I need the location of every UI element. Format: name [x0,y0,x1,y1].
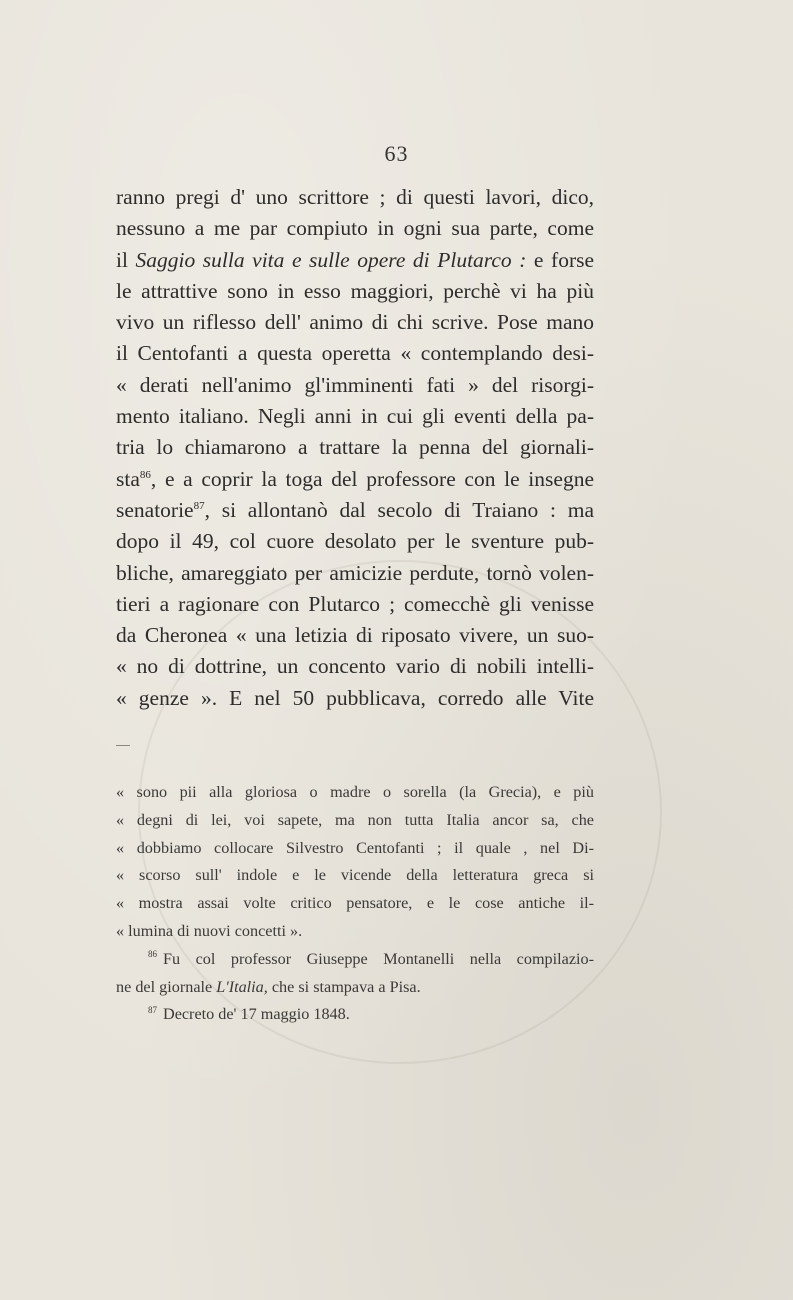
text-line-pre: sta [116,466,140,491]
text-line-post: e forse [526,247,595,272]
footnote-line: « scorso sull' indole e le vicende della letteratura greca si [116,866,594,885]
text-line-post: , si allontanò dal secolo di Traiano : ma [204,497,594,522]
text-line: tria lo chiamarono a trattare la penna del giornali- [116,435,594,460]
footnote-86 [116,946,594,974]
footnotes [116,779,594,1029]
text-line: « derati nell'animo gl'imminenti fati » del risorgi- [116,372,594,397]
text-line: il Centofanti a questa operetta « contemplando desi- [116,341,594,366]
footnote-line [116,974,594,1002]
newspaper-title-italic: L'Italia, [216,977,268,996]
footnote-text: Decreto de' 17 maggio 1848. [163,1005,350,1024]
text-line-post: , e a coprir la toga del professore con le insegne [150,466,594,491]
footnote-87 [116,1001,594,1029]
text-line: ranno pregi d' uno scrittore ; di questi lavori, dico, [116,185,594,209]
footnote-number: 86 [148,949,157,960]
text-line: « no di dottrine, un concento vario di nobili intelli- [116,654,594,679]
footnote-text-post: che si stampava a Pisa. [267,977,421,996]
footnote-reference-86: 86 [139,468,151,481]
footnote-line: « lumina di nuovi concetti ». [116,921,303,940]
text-line: le attrattive sono in esso maggiori, perchè vi ha più [116,278,594,303]
footnote-reference-87: 87 [193,499,205,512]
text-line-pre: senatorie [116,497,194,522]
text-line: da Cheronea « una letizia di riposato vivere, un suo- [116,623,594,648]
footnote-line: « dobbiamo collocare Silvestro Centofanti ; il quale , nel Di- [116,838,594,857]
footnote-line: « sono pii alla gloriosa o madre o sorella (la Grecia), e più [116,783,594,801]
footnote-line: « mostra assai volte critico pensatore, e le cose antiche il- [116,894,594,913]
footnote-number: 87 [148,1004,157,1015]
text-line: tieri a ragionare con Plutarco ; comecchè gli venisse [116,591,594,616]
body-text [116,182,594,714]
footnote-line: « degni di lei, voi sapete, ma non tutta Italia ancor sa, che [116,810,594,829]
text-line [116,245,594,276]
page-number: 63 [384,141,409,166]
text-line: vivo un riflesso dell' animo di chi scrive. Pose mano [116,310,594,335]
text-line [116,495,594,526]
footnote-text-pre: ne del giornale [116,977,217,996]
text-line: « genze ». E nel 50 pubblicava, corredo alle Vite [116,685,594,710]
text-line [116,464,594,495]
text-line: bliche, amareggiato per amicizie perdute, tornò volen- [116,560,594,585]
text-line: dopo il 49, col cuore desolato per le sventure pub- [116,529,594,554]
book-title-italic: Saggio sulla vita e sulle opere di Plutarco : [135,247,527,272]
footnote-text: Fu col professor Giuseppe Montanelli nella compilazio- [163,949,594,968]
text-line-pre: il [116,247,136,272]
text-line: nessuno a me par compiuto in ogni sua parte, come [116,216,594,241]
text-line: mento italiano. Negli anni in cui gli eventi della pa- [116,404,594,429]
footnote-separator [116,745,130,746]
